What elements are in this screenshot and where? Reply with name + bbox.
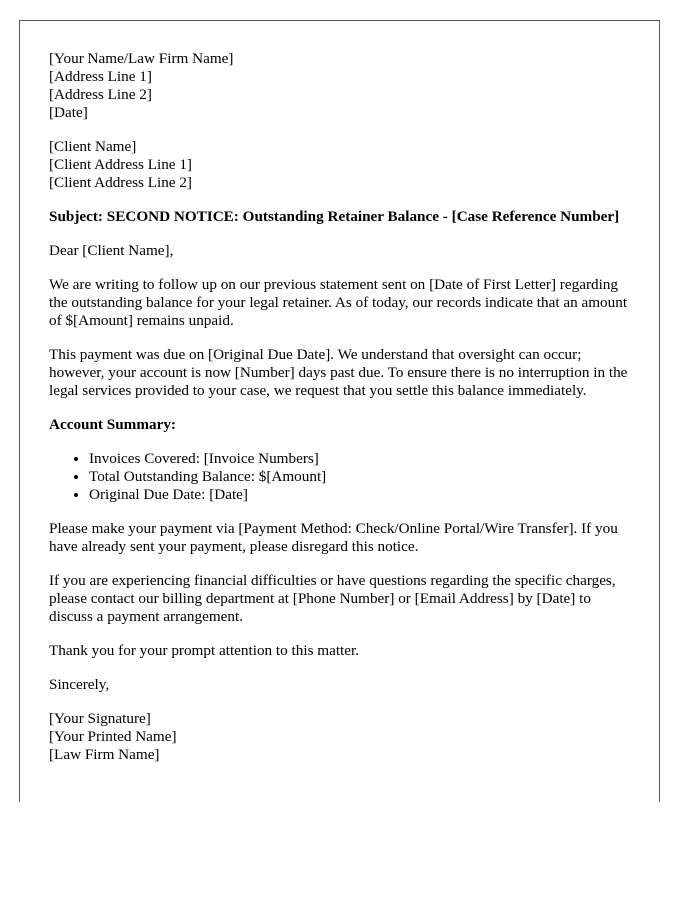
summary-item-due-date: • Original Due Date: [Date]: [89, 486, 631, 504]
client-name: [Client Name]: [49, 138, 137, 155]
sender-name: [Your Name/Law Firm Name]: [49, 50, 234, 67]
printed-name: [Your Printed Name]: [49, 728, 177, 745]
letter-date: [Date]: [49, 104, 88, 121]
letter-page: [19, 20, 660, 802]
sender-address-line-2: [Address Line 2]: [49, 86, 152, 103]
client-address-line-2: [Client Address Line 2]: [49, 174, 192, 191]
summary-item-balance: • Total Outstanding Balance: $[Amount]: [89, 468, 631, 486]
client-address-line-1: [Client Address Line 1]: [49, 156, 192, 173]
recipient-block: [49, 138, 631, 192]
sender-address-line-1: [Address Line 1]: [49, 68, 152, 85]
thanks-paragraph: Thank you for your prompt attention to this matter.: [49, 642, 360, 659]
signature: [Your Signature]: [49, 710, 151, 727]
firm-name: [Law Firm Name]: [49, 746, 160, 763]
questions-paragraph: If you are experiencing financial difficulties or have questions regarding the specific charges, please contact our billing department at [Phone Number] or [Email Address] by [Date] to discuss a payment arrangement.: [49, 572, 616, 625]
subject-line: Subject: SECOND NOTICE: Outstanding Retainer Balance - [Case Reference Number]: [49, 208, 620, 225]
letter-content: [49, 50, 631, 780]
payment-paragraph: Please make your payment via [Payment Method: Check/Online Portal/Wire Transfer]. If you have already sent your payment, please disregard this notice.: [49, 520, 618, 555]
signature-block: [49, 710, 631, 764]
signoff: Sincerely,: [49, 676, 110, 693]
salutation: Dear [Client Name],: [49, 242, 174, 259]
sender-block: [49, 50, 631, 122]
account-summary-heading: Account Summary:: [49, 416, 176, 433]
due-paragraph: This payment was due on [Original Due Date]. We understand that oversight can occur; however, your account is now [Number] days past due. To ensure there is no interruption in the legal services provided to your case, we request that you settle this balance immediately.: [49, 346, 628, 399]
intro-paragraph: We are writing to follow up on our previous statement sent on [Date of First Letter] regarding the outstanding balance for your legal retainer. As of today, our records indicate that an amount of $[Amount] remains unpaid.: [49, 276, 628, 329]
account-summary-list: [49, 450, 631, 504]
summary-item-invoices: • Invoices Covered: [Invoice Numbers]: [89, 450, 631, 468]
